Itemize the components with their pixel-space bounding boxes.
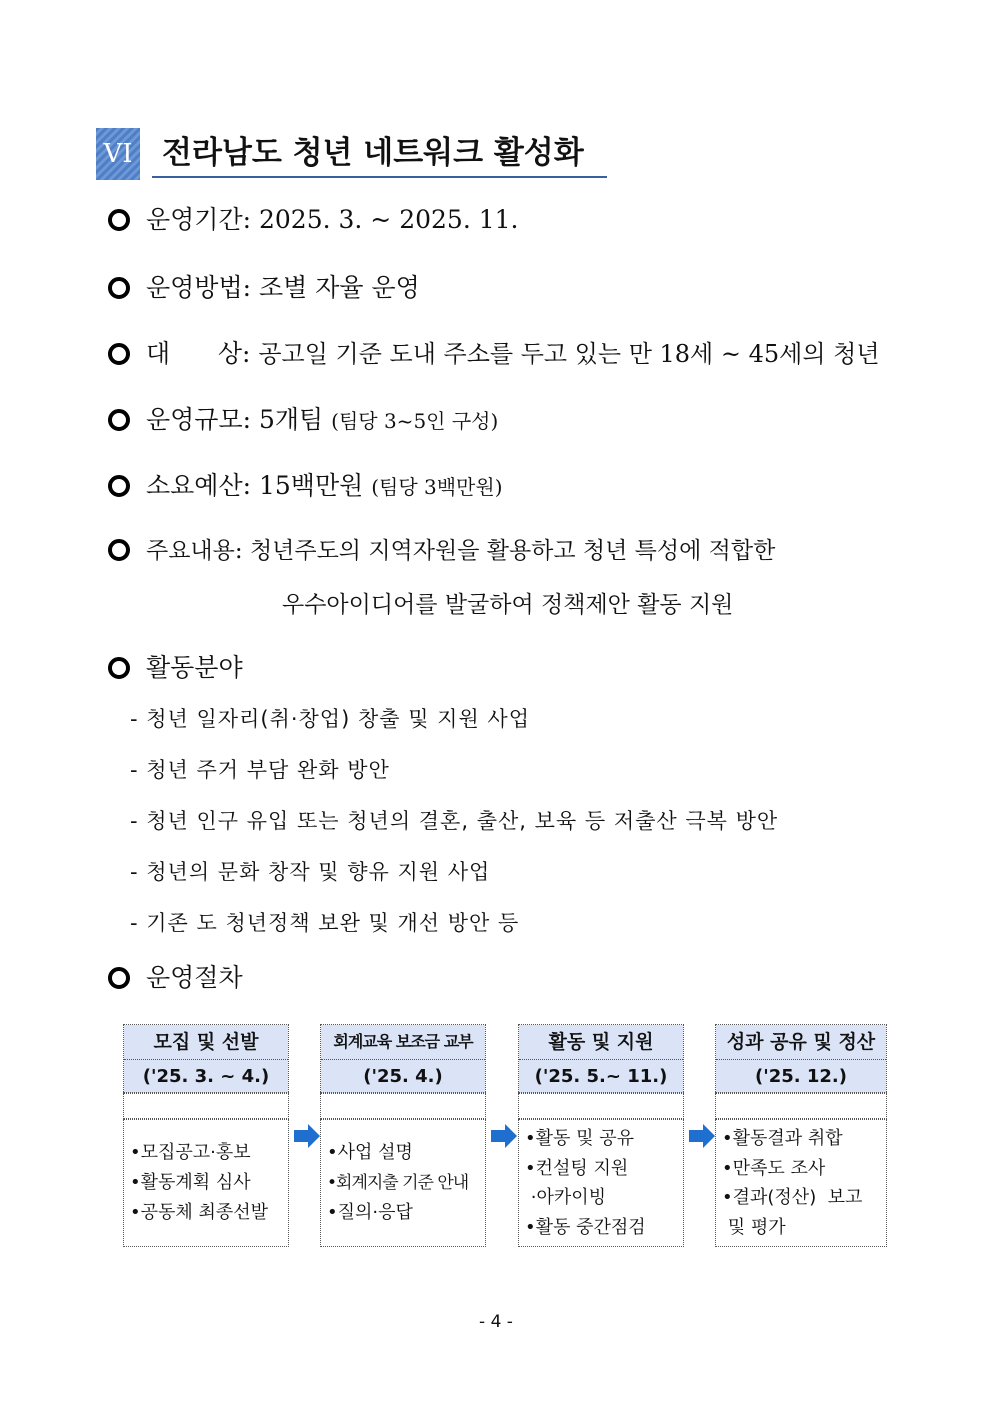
right-arrow-icon bbox=[491, 1123, 517, 1149]
step-spacer bbox=[123, 1092, 289, 1119]
item-value: 2025. 3. ~ 2025. 11. bbox=[258, 205, 519, 234]
step-bullet: •질의·응답 bbox=[327, 1202, 413, 1223]
circle-bullet-icon bbox=[108, 475, 130, 497]
page-number: - 4 - bbox=[479, 1312, 513, 1332]
step-header-activity bbox=[518, 1024, 684, 1094]
right-arrow-icon bbox=[294, 1123, 320, 1149]
step-body-recruit bbox=[123, 1119, 289, 1247]
step-period: ('25. 5.~ 11.) bbox=[519, 1060, 683, 1093]
step-body-activity bbox=[518, 1119, 684, 1247]
step-bullet: •활동결과 취합 bbox=[722, 1128, 843, 1149]
step-period: ('25. 3. ~ 4.) bbox=[124, 1060, 288, 1093]
step-header-subsidy bbox=[320, 1024, 486, 1094]
step-bullet: •만족도 조사 bbox=[722, 1157, 826, 1179]
activity-field-item: - 기존 도 청년정책 보완 및 개선 방안 등 bbox=[130, 911, 520, 935]
section-title: 전라남도 청년 네트워크 활성화 bbox=[152, 128, 607, 178]
item-label: 대 상: bbox=[146, 339, 251, 368]
step-title: 회계교육 보조금 교부 bbox=[321, 1025, 485, 1060]
right-arrow-icon bbox=[689, 1123, 715, 1149]
step-header-recruit bbox=[123, 1024, 289, 1094]
activity-field-item: - 청년 주거 부담 완화 방안 bbox=[130, 758, 390, 782]
item-target bbox=[108, 334, 880, 370]
item-label: 소요예산: bbox=[146, 471, 252, 500]
item-label: 운영규모: bbox=[146, 405, 252, 434]
item-value: 5개팀 bbox=[258, 405, 324, 434]
step-body-results bbox=[715, 1119, 887, 1247]
step-spacer bbox=[518, 1092, 684, 1119]
step-header-results bbox=[715, 1024, 887, 1094]
item-period bbox=[108, 200, 518, 236]
item-method bbox=[108, 268, 420, 304]
item-label: 운영기간: bbox=[146, 205, 252, 234]
step-bullet: •사업 설명 bbox=[327, 1142, 413, 1163]
circle-bullet-icon bbox=[108, 967, 130, 989]
item-label: 활동분야 bbox=[146, 653, 243, 682]
circle-bullet-icon bbox=[108, 409, 130, 431]
step-bullet: 및 평가 bbox=[722, 1216, 786, 1238]
item-value: 청년주도의 지역자원을 활용하고 청년 특성에 적합한 bbox=[249, 538, 776, 564]
item-value: 공고일 기준 도내 주소를 두고 있는 만 18세 ~ 45세의 청년 bbox=[258, 340, 880, 368]
step-period: ('25. 12.) bbox=[716, 1060, 886, 1093]
activity-field-item: - 청년 일자리(취·창업) 창출 및 지원 사업 bbox=[130, 707, 530, 731]
step-spacer bbox=[715, 1092, 887, 1119]
circle-bullet-icon bbox=[108, 277, 130, 299]
item-label: 운영방법: bbox=[146, 273, 252, 302]
step-title: 성과 공유 및 정산 bbox=[716, 1025, 886, 1060]
step-title: 모집 및 선발 bbox=[124, 1025, 288, 1060]
activity-field-item: - 청년의 문화 창작 및 향유 지원 사업 bbox=[130, 860, 491, 884]
item-content-continued: 우수아이디어를 발굴하여 정책제안 활동 지원 bbox=[282, 592, 734, 618]
item-value: 15백만원 bbox=[258, 471, 364, 500]
step-bullet: •결과(정산) 보고 bbox=[722, 1187, 863, 1208]
step-spacer bbox=[320, 1092, 486, 1119]
circle-bullet-icon bbox=[108, 209, 130, 231]
step-title: 활동 및 지원 bbox=[519, 1025, 683, 1060]
item-scale bbox=[108, 400, 498, 436]
activity-field-item: - 청년 인구 유입 또는 청년의 결혼, 출산, 보육 등 저출산 극복 방안 bbox=[130, 809, 779, 833]
section-numeral: VI bbox=[96, 128, 140, 180]
step-bullet: •활동계획 심사 bbox=[130, 1172, 251, 1193]
step-bullet: •회계지출 기준 안내 bbox=[327, 1173, 469, 1193]
step-bullet: •공동체 최종선발 bbox=[130, 1202, 269, 1223]
step-bullet: •활동 중간점검 bbox=[525, 1216, 646, 1238]
item-note: (팀당 3~5인 구성) bbox=[331, 409, 499, 433]
circle-bullet-icon bbox=[108, 539, 130, 561]
item-label: 주요내용: bbox=[146, 538, 243, 564]
step-body-subsidy bbox=[320, 1119, 486, 1247]
circle-bullet-icon bbox=[108, 343, 130, 365]
item-value: 조별 자율 운영 bbox=[258, 273, 420, 302]
step-period: ('25. 4.) bbox=[321, 1060, 485, 1093]
item-procedure bbox=[108, 958, 243, 994]
step-bullet: •모집공고·홍보 bbox=[130, 1142, 251, 1163]
step-bullet: •활동 및 공유 bbox=[525, 1128, 635, 1149]
item-budget bbox=[108, 466, 503, 502]
item-note: (팀당 3백만원) bbox=[371, 475, 503, 499]
item-activity-fields bbox=[108, 648, 243, 684]
circle-bullet-icon bbox=[108, 657, 130, 679]
item-content bbox=[108, 532, 775, 565]
step-bullet: ·아카이빙 bbox=[525, 1187, 606, 1208]
item-label: 운영절차 bbox=[146, 963, 243, 992]
step-bullet: •컨설팅 지원 bbox=[525, 1157, 629, 1179]
